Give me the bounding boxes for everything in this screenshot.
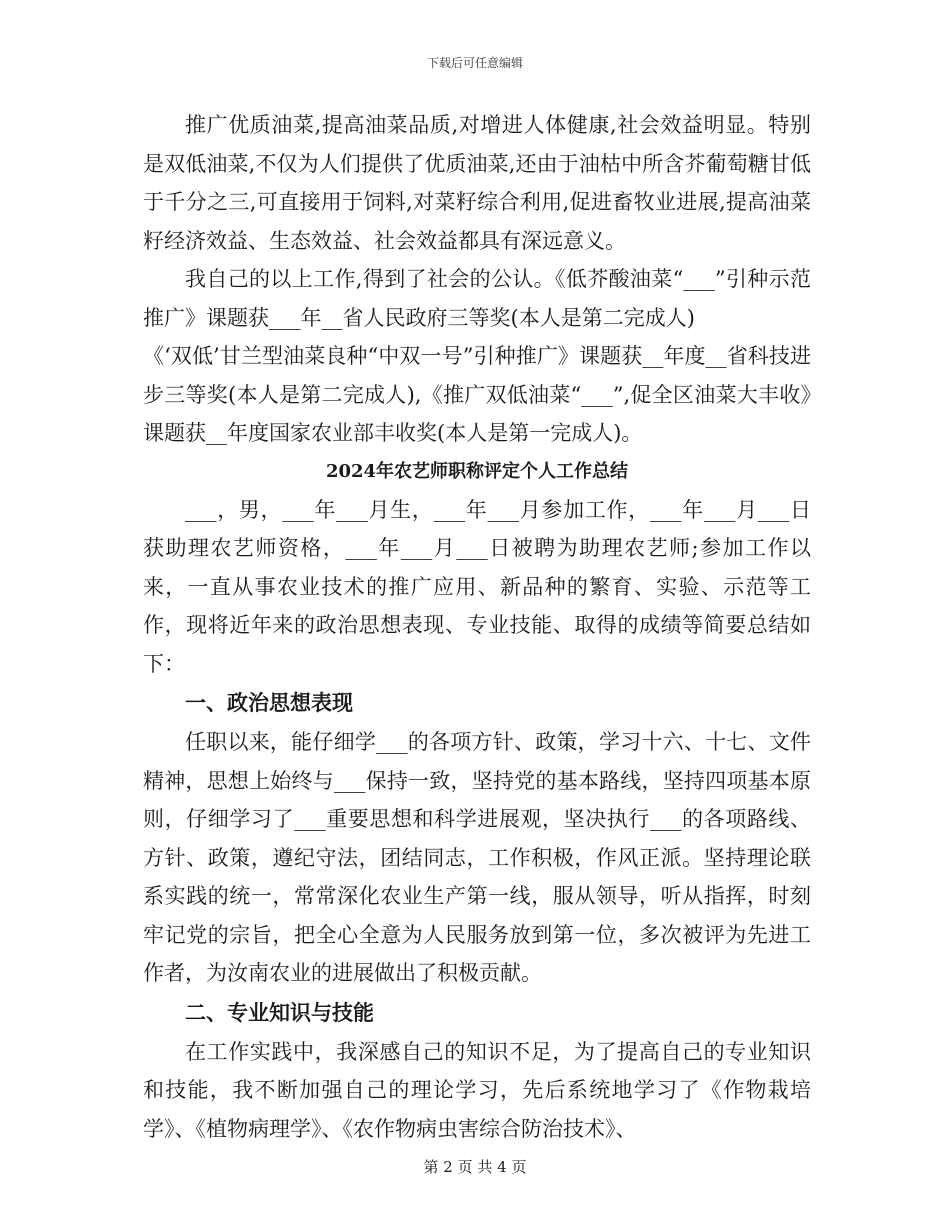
paragraph-awards: 《‘双低’甘兰型油菜良种“中双一号”引种推广》课题获__年度__省科技进步三等奖(本人是第二完成人),《推广双低油菜“___”,促全区油菜大丰收》课题获__年度国家农业部丰收奖(本人是第一完成人)。: [143, 344, 811, 445]
page-number: 第 2 页 共 4 页: [423, 1158, 527, 1176]
paragraph-intro: ___，男，___年___月生，___年___月参加工作，___年___月___日获助理农艺师资格，___年___月___日被聘为助理农艺师;参加工作以来，一直从事农业技术的推广应用、新品种的繁育、实验、示范等工作，现将近年来的政治思想表现、专业技能、取得的成绩等简要总结如下：: [143, 497, 811, 676]
document-body: [143, 106, 811, 1148]
paragraph-recognition: 我自己的以上工作,得到了社会的公认。《低芥酸油菜“___”引种示范推广》课题获___年__省人民政府三等奖(本人是第二完成人): [143, 267, 811, 330]
header-note: 下载后可任意编辑: [426, 56, 523, 70]
document-title: 2024年农艺师职称评定个人工作总结: [325, 460, 629, 482]
paragraph-rapeseed-benefits: 推广优质油菜,提高油菜品质,对增进人体健康,社会效益明显。特别是双低油菜,不仅为人们提供了优质油菜,还由于油枯中所含芥葡萄糖甘低于千分之三,可直接用于饲料,对菜籽综合利用,促进畜牧业进展,提高油菜籽经济效益、生态效益、社会效益都具有深远意义。: [143, 113, 811, 253]
section-heading-politics: 一、政治思想表现: [185, 690, 353, 715]
paragraph-skills: 在工作实践中，我深感自己的知识不足，为了提高自己的专业知识和技能，我不断加强自己的理论学习，先后系统地学习了《作物栽培学》、《植物病理学》、《农作物病虫害综合防治技术》、: [143, 1039, 811, 1141]
section-heading-skills: 二、专业知识与技能: [185, 999, 374, 1025]
paragraph-politics: 任职以来，能仔细学___的各项方针、政策，学习十六、十七、文件精神，思想上始终与___保持一致，坚持党的基本路线，坚持四项基本原则，仔细学习了___重要思想和科学进展观，坚决执行___的各项路线、方针、政策，遵纪守法，团结同志，工作积极，作风正派。坚持理论联系实践的统一，常常深化农业生产第一线，服从领导，听从指挥，时刻牢记党的宗旨，把全心全意为人民服务放到第一位，多次被评为先进工作者，为汝南农业的进展做出了积极贡献。: [143, 730, 811, 985]
